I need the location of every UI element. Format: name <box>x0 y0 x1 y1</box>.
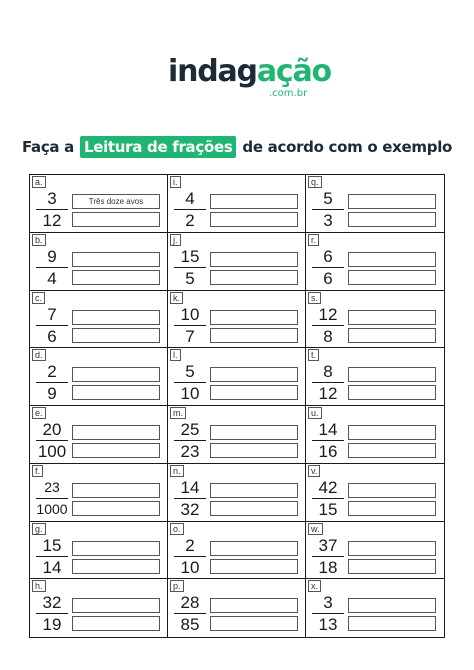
answer-box[interactable] <box>348 616 436 631</box>
exercise-grid <box>29 174 445 638</box>
answer-box[interactable] <box>210 385 298 400</box>
exercise-cell <box>306 291 444 349</box>
exercise-letter: w. <box>308 523 323 535</box>
answer-box[interactable] <box>348 270 436 285</box>
fraction <box>36 189 68 230</box>
answer-box[interactable] <box>348 252 436 267</box>
fraction <box>312 305 344 346</box>
fraction-numerator: 28 <box>174 593 206 614</box>
fraction <box>312 593 344 634</box>
exercise-cell <box>306 522 444 580</box>
answer-box[interactable] <box>348 559 436 574</box>
answer-box[interactable] <box>348 501 436 516</box>
fraction <box>312 478 344 519</box>
exercise-cell <box>30 406 168 464</box>
fraction-denominator: 10 <box>180 557 200 577</box>
fraction-numerator: 8 <box>312 362 344 383</box>
fraction-denominator: 4 <box>47 268 57 288</box>
fraction-denominator: 9 <box>47 384 57 404</box>
fraction-denominator: 18 <box>318 557 338 577</box>
answer-box[interactable] <box>348 194 436 209</box>
answer-box[interactable] <box>72 328 160 343</box>
exercise-cell <box>306 579 444 637</box>
exercise-cell <box>168 291 306 349</box>
answer-box[interactable] <box>348 310 436 325</box>
answer-box[interactable] <box>72 541 160 556</box>
fraction-denominator: 3 <box>323 211 333 230</box>
fraction <box>36 536 68 577</box>
answer-box[interactable] <box>210 443 298 458</box>
fraction <box>36 305 68 346</box>
exercise-letter: a. <box>32 176 46 188</box>
fraction <box>312 189 344 230</box>
answer-box[interactable] <box>210 367 298 382</box>
answer-box[interactable] <box>210 483 298 498</box>
exercise-cell <box>306 464 444 522</box>
exercise-letter: i. <box>170 176 181 188</box>
exercise-letter: j. <box>170 234 181 246</box>
fraction-denominator: 7 <box>185 326 195 346</box>
logo-part2: ação <box>256 54 331 89</box>
exercise-letter: s. <box>308 292 321 304</box>
fraction <box>174 362 206 403</box>
fraction-numerator: 3 <box>36 189 68 210</box>
exercise-letter: u. <box>308 407 322 419</box>
answer-box[interactable] <box>72 270 160 285</box>
fraction <box>312 536 344 577</box>
exercise-cell <box>30 348 168 406</box>
fraction <box>312 247 344 288</box>
fraction-denominator: 12 <box>42 211 62 230</box>
exercise-letter: c. <box>32 292 45 304</box>
fraction-denominator: 14 <box>42 557 62 577</box>
exercise-cell <box>168 233 306 291</box>
answer-box[interactable] <box>348 425 436 440</box>
fraction-denominator: 13 <box>318 615 338 635</box>
exercise-letter: r. <box>308 234 319 246</box>
exercise-letter: k. <box>170 292 183 304</box>
fraction-denominator: 5 <box>185 268 195 288</box>
answer-box[interactable] <box>348 385 436 400</box>
answer-box[interactable] <box>72 385 160 400</box>
fraction-denominator: 85 <box>180 615 200 635</box>
exercise-cell <box>306 175 444 233</box>
answer-box[interactable] <box>348 212 436 227</box>
logo-domain: .com.br <box>269 88 308 99</box>
fraction <box>174 247 206 288</box>
fraction-denominator: 32 <box>180 499 200 519</box>
fraction-denominator: 8 <box>323 326 333 346</box>
fraction-denominator: 1000 <box>36 500 68 517</box>
exercise-cell <box>168 348 306 406</box>
fraction-numerator: 25 <box>174 420 206 441</box>
fraction-denominator: 6 <box>47 326 57 346</box>
answer-box[interactable] <box>210 270 298 285</box>
fraction-numerator: 5 <box>174 362 206 383</box>
fraction <box>36 247 68 288</box>
fraction-numerator: 32 <box>36 593 68 614</box>
fraction <box>312 362 344 403</box>
fraction <box>174 536 206 577</box>
exercise-cell <box>168 464 306 522</box>
fraction-numerator: 2 <box>174 536 206 557</box>
answer-box[interactable] <box>72 425 160 440</box>
answer-box[interactable] <box>72 559 160 574</box>
fraction-numerator: 15 <box>174 247 206 268</box>
fraction-denominator: 23 <box>180 442 200 461</box>
answer-box[interactable] <box>72 598 160 613</box>
fraction <box>174 189 206 230</box>
answer-box[interactable] <box>72 212 160 227</box>
fraction-denominator: 15 <box>318 499 338 519</box>
answer-box[interactable] <box>210 194 298 209</box>
answer-box[interactable] <box>72 443 160 458</box>
logo-wordmark <box>168 54 331 90</box>
answer-box[interactable] <box>348 541 436 556</box>
fraction-numerator: 10 <box>174 305 206 326</box>
answer-box[interactable] <box>72 483 160 498</box>
answer-box[interactable] <box>72 310 160 325</box>
exercise-letter: m. <box>170 407 186 419</box>
fraction-numerator: 4 <box>174 189 206 210</box>
exercise-letter: g. <box>32 523 46 535</box>
fraction <box>36 593 68 634</box>
answer-box[interactable] <box>348 598 436 613</box>
exercise-cell <box>30 233 168 291</box>
exercise-cell <box>306 233 444 291</box>
answer-box[interactable] <box>348 367 436 382</box>
fraction-numerator: 12 <box>312 305 344 326</box>
exercise-letter: h. <box>32 580 46 592</box>
title-highlight: Leitura de frações <box>80 136 237 158</box>
fraction <box>174 593 206 634</box>
exercise-letter: e. <box>32 407 46 419</box>
fraction-numerator: 6 <box>312 247 344 268</box>
fraction-denominator: 12 <box>318 384 338 404</box>
fraction-denominator: 2 <box>185 211 195 230</box>
answer-box[interactable] <box>348 328 436 343</box>
exercise-letter: x. <box>308 580 321 592</box>
fraction-numerator: 42 <box>312 478 344 499</box>
exercise-letter: o. <box>170 523 184 535</box>
fraction-numerator: 9 <box>36 247 68 268</box>
exercise-cell <box>168 579 306 637</box>
answer-box[interactable] <box>210 212 298 227</box>
exercise-cell <box>306 406 444 464</box>
exercise-cell <box>30 175 168 233</box>
fraction-numerator: 3 <box>312 593 344 614</box>
fraction-numerator: 7 <box>36 305 68 326</box>
answer-box[interactable] <box>210 541 298 556</box>
fraction-numerator: 20 <box>36 420 68 441</box>
exercise-letter: l. <box>170 349 181 361</box>
fraction-numerator: 23 <box>36 478 68 499</box>
fraction-denominator: 100 <box>37 442 67 461</box>
fraction-denominator: 19 <box>42 615 62 635</box>
fraction-numerator: 5 <box>312 189 344 210</box>
title-before: Faça a <box>21 138 74 156</box>
title-after: de acordo com o exemplo <box>242 138 453 156</box>
fraction <box>36 362 68 403</box>
fraction-denominator: 6 <box>323 268 333 288</box>
exercise-letter: v. <box>308 465 320 477</box>
answer-box[interactable] <box>210 598 298 613</box>
answer-box[interactable] <box>210 252 298 267</box>
exercise-letter: q. <box>308 176 322 188</box>
answer-box[interactable]: Três doze avos <box>72 194 160 209</box>
answer-box[interactable] <box>210 616 298 631</box>
logo-part1: indag <box>168 54 257 89</box>
fraction-numerator: 14 <box>174 478 206 499</box>
exercise-cell <box>30 291 168 349</box>
fraction-numerator: 14 <box>312 420 344 441</box>
page-title <box>0 136 474 158</box>
fraction-numerator: 37 <box>312 536 344 557</box>
answer-box[interactable] <box>72 367 160 382</box>
exercise-letter: p. <box>170 580 184 592</box>
exercise-cell <box>306 348 444 406</box>
answer-box[interactable] <box>210 328 298 343</box>
answer-box[interactable] <box>72 501 160 516</box>
answer-box[interactable] <box>210 425 298 440</box>
fraction-numerator: 2 <box>36 362 68 383</box>
exercise-cell <box>30 522 168 580</box>
answer-box[interactable] <box>210 501 298 516</box>
logo <box>0 52 474 104</box>
answer-box[interactable] <box>72 252 160 267</box>
exercise-cell <box>30 579 168 637</box>
fraction <box>312 420 344 461</box>
fraction <box>36 420 68 461</box>
exercise-cell <box>168 406 306 464</box>
exercise-letter: n. <box>170 465 184 477</box>
answer-box[interactable] <box>348 483 436 498</box>
exercise-cell <box>168 175 306 233</box>
fraction-denominator: 10 <box>180 384 200 404</box>
fraction <box>174 478 206 519</box>
exercise-letter: f. <box>32 465 43 477</box>
answer-box[interactable] <box>72 616 160 631</box>
fraction-numerator: 15 <box>36 536 68 557</box>
fraction-denominator: 16 <box>318 442 338 461</box>
answer-box[interactable] <box>348 443 436 458</box>
answer-box[interactable] <box>210 310 298 325</box>
fraction <box>36 478 68 519</box>
exercise-letter: d. <box>32 349 46 361</box>
exercise-cell <box>168 522 306 580</box>
answer-box[interactable] <box>210 559 298 574</box>
exercise-cell <box>30 464 168 522</box>
exercise-letter: t. <box>308 349 319 361</box>
exercise-letter: b. <box>32 234 46 246</box>
fraction <box>174 420 206 461</box>
fraction <box>174 305 206 346</box>
